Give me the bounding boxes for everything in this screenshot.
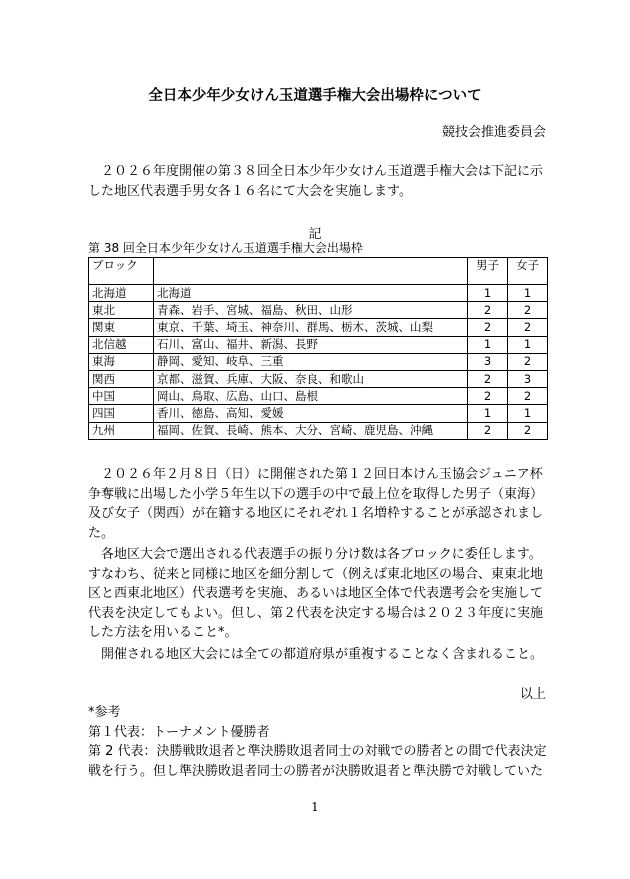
table-row	[89, 336, 548, 353]
cell-boys: 1	[468, 405, 508, 422]
document-title: 全日本少年少女けん玉道選手権大会出場枠について	[148, 88, 482, 104]
notes-heading: *参考	[88, 705, 121, 720]
table-header-row	[89, 258, 548, 285]
coverage-paragraph: 開催される地区大会には全ての都道府県が重複することなく含まれること。	[101, 647, 544, 662]
increase-paragraph: ２０２６年２月８日（日）に開催された第１２回日本けん玉協会ジュニア杯争奪戦に出場した小学５年生以下の選手の中で最上位を取得した男子（東海）及び女子（関西）が在籍する地区にそれぞれ１名増枠することが承認されました。	[88, 467, 544, 541]
reference-notes	[88, 703, 550, 781]
cell-block: 関西	[89, 370, 154, 387]
cell-block: 中国	[89, 388, 154, 405]
cell-boys: 2	[468, 370, 508, 387]
cell-boys: 1	[468, 285, 508, 302]
cell-prefectures: 東京、千葉、埼玉、神奈川、群馬、栃木、茨城、山梨	[154, 319, 468, 336]
intro-paragraph: ２０２６年度開催の第３８回全日本少年少女けん玉道選手権大会は下記に示した地区代表選手男女各１６名にて大会を実施します。	[88, 164, 544, 199]
table-row	[89, 285, 548, 302]
cell-block: 北海道	[89, 285, 154, 302]
cell-prefectures: 岡山、鳥取、広島、山口、島根	[154, 388, 468, 405]
header-block: ブロック	[89, 258, 154, 285]
notes-line-2: 第 2 代表：決勝戦敗退者と準決勝敗退者同士の対戦での勝者との間で代表決定戦を行う。但し準決勝敗退者同士の勝者が決勝敗退者と準決勝で対戦していた	[88, 744, 547, 779]
delegation-paragraph: 各地区大会で選出される代表選手の振り分け数は各ブロックに委任します。すなわち、従来と同様に地区を細分割して（例えば東北地区の場合、東東北地区と西東北地区）代表選考を実施、あるいは地区全体で代表選考会を実施して代表を決定してもよい。但し、第２代表を決定する場合は２０２３年度に実施した方法を用いること*。	[88, 547, 544, 640]
page-number: 1	[311, 800, 319, 814]
header-boys: 男子	[468, 258, 508, 285]
cell-block: 関東	[89, 319, 154, 336]
table-row	[89, 319, 548, 336]
table-row	[89, 422, 548, 439]
ki-heading: 記	[308, 227, 322, 242]
cell-boys: 2	[468, 302, 508, 319]
notes-line-1: 第１代表：トーナメント優勝者	[88, 724, 270, 740]
cell-prefectures: 石川、富山、福井、新潟、長野	[154, 336, 468, 353]
cell-prefectures: 福岡、佐賀、長崎、熊本、大分、宮崎、鹿児島、沖縄	[154, 422, 468, 439]
cell-girls: 3	[508, 370, 548, 387]
table-row	[89, 353, 548, 370]
cell-girls: 1	[508, 336, 548, 353]
table-row	[89, 370, 548, 387]
cell-girls: 2	[508, 388, 548, 405]
cell-girls: 2	[508, 319, 548, 336]
cell-boys: 1	[468, 336, 508, 353]
closing-mark: 以上	[519, 687, 546, 702]
cell-girls: 1	[508, 405, 548, 422]
cell-block: 東海	[89, 353, 154, 370]
table-row	[89, 302, 548, 319]
cell-girls: 2	[508, 422, 548, 439]
cell-boys: 3	[468, 353, 508, 370]
cell-boys: 2	[468, 319, 508, 336]
table-row	[89, 388, 548, 405]
cell-prefectures: 京都、滋賀、兵庫、大阪、奈良、和歌山	[154, 370, 468, 387]
table-row	[89, 405, 548, 422]
table-caption: 第 38 回全日本少年少女けん玉道選手権大会出場枠	[88, 241, 363, 255]
cell-block: 北信越	[89, 336, 154, 353]
cell-boys: 2	[468, 388, 508, 405]
cell-girls: 2	[508, 353, 548, 370]
cell-prefectures: 静岡、愛知、岐阜、三重	[154, 353, 468, 370]
cell-prefectures: 北海道	[154, 285, 468, 302]
cell-girls: 1	[508, 285, 548, 302]
cell-prefectures: 青森、岩手、宮城、福島、秋田、山形	[154, 302, 468, 319]
cell-block: 東北	[89, 302, 154, 319]
cell-boys: 2	[468, 422, 508, 439]
header-prefectures	[154, 258, 468, 285]
cell-block: 四国	[89, 405, 154, 422]
header-girls: 女子	[508, 258, 548, 285]
cell-girls: 2	[508, 302, 548, 319]
cell-prefectures: 香川、徳島、高知、愛媛	[154, 405, 468, 422]
quota-table	[88, 257, 548, 440]
organization-name: 競技会推進委員会	[441, 125, 546, 140]
cell-block: 九州	[89, 422, 154, 439]
